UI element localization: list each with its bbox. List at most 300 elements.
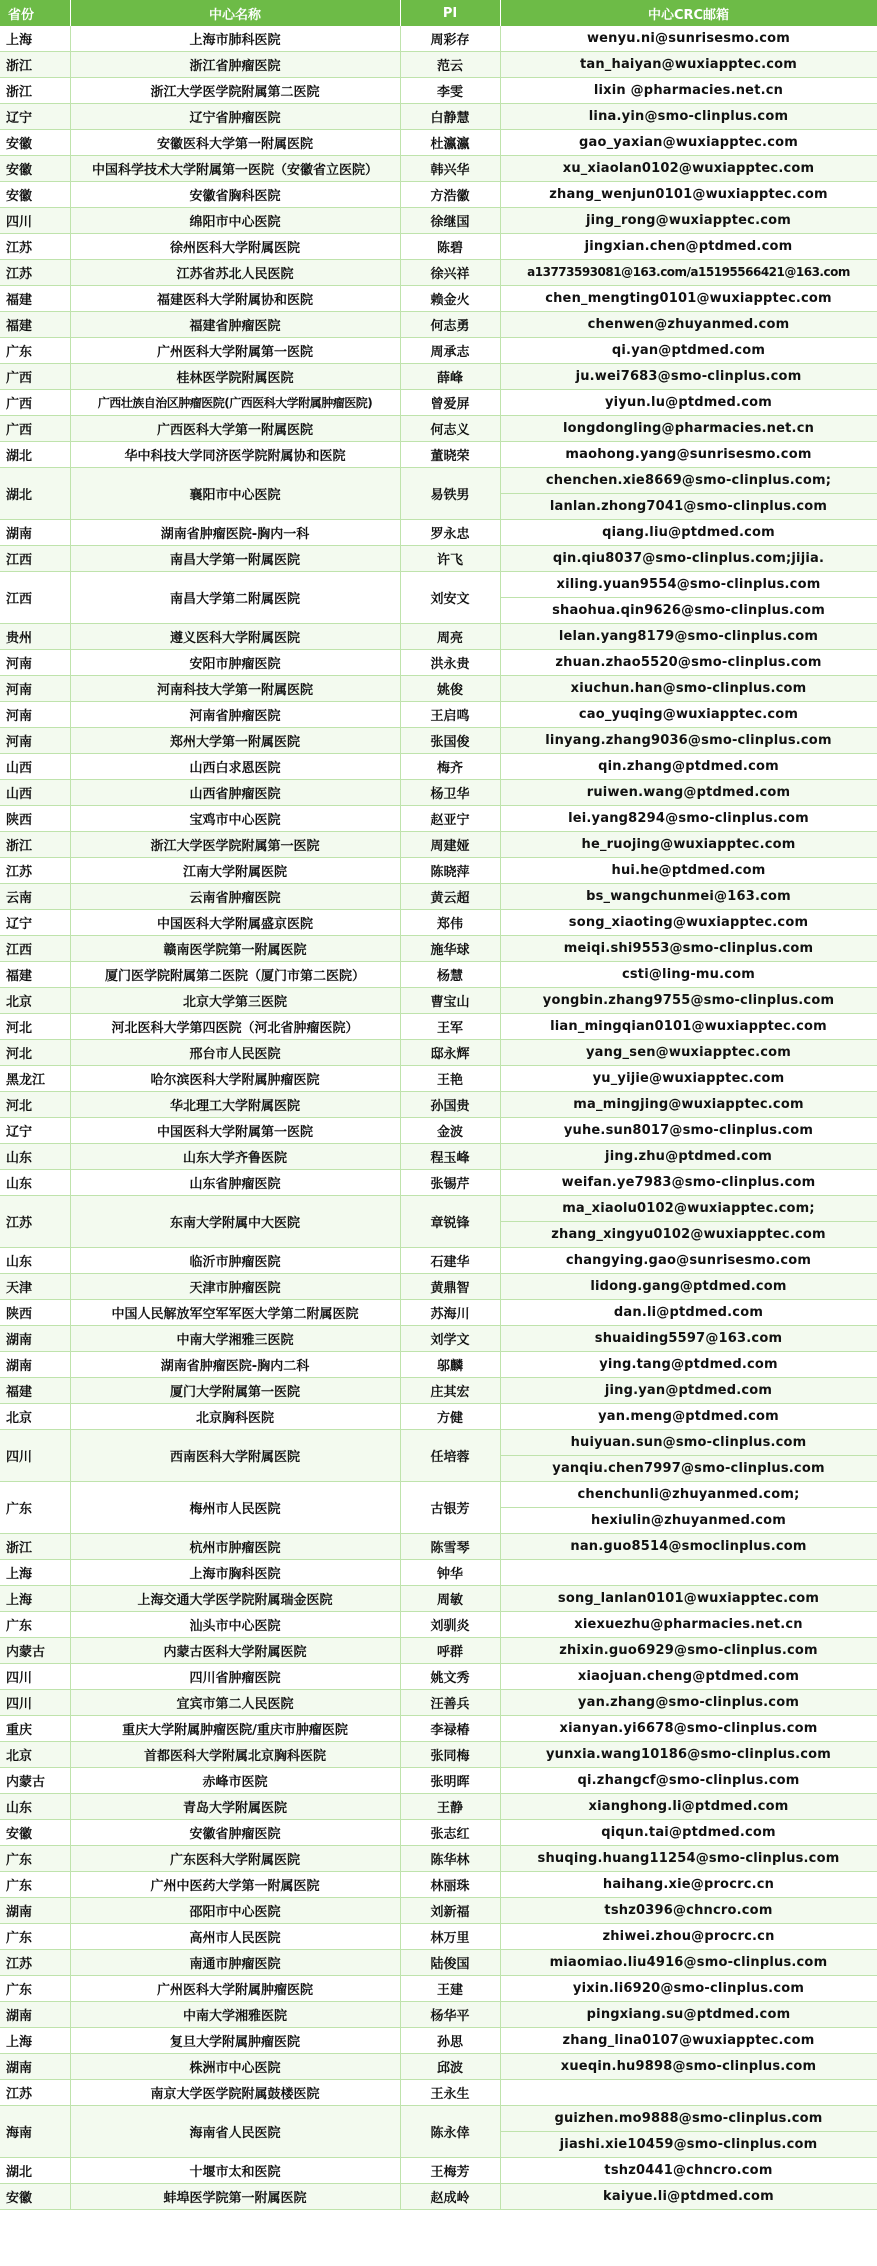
center-name-cell: 厦门医学院附属第二医院（厦门市第二医院） (70, 962, 400, 988)
province-cell: 广东 (0, 1846, 70, 1872)
table-row (0, 728, 877, 754)
crc-email[interactable]: bs_wangchunmei@163.com (586, 889, 791, 904)
province-cell: 海南 (0, 2106, 70, 2158)
crc-email-cell (500, 780, 877, 806)
center-name-cell: 中南大学湘雅医院 (70, 2002, 400, 2028)
crc-email-cell (500, 832, 877, 858)
crc-email[interactable]: qiqun.tai@ptdmed.com (601, 1825, 776, 1840)
table-row (0, 1430, 877, 1482)
crc-email-cell (500, 572, 877, 624)
province-cell: 福建 (0, 1378, 70, 1404)
crc-email[interactable]: xianghong.li@ptdmed.com (588, 1799, 789, 1814)
province-cell: 广东 (0, 338, 70, 364)
pi-cell: 薛峰 (400, 364, 500, 390)
pi-cell: 范云 (400, 52, 500, 78)
pi-cell: 林丽珠 (400, 1872, 500, 1898)
crc-email[interactable]: hexiulin@zhuyanmed.com (501, 1507, 877, 1533)
crc-email[interactable]: zhuan.zhao5520@smo-clinplus.com (555, 655, 822, 670)
crc-email[interactable]: yixin.li6920@smo-clinplus.com (572, 1981, 805, 1996)
crc-email-cell (500, 364, 877, 390)
pi-cell: 王军 (400, 1014, 500, 1040)
crc-email[interactable]: qi.zhangcf@smo-clinplus.com (577, 1773, 800, 1788)
crc-email-cell (500, 1144, 877, 1170)
center-name-cell: 安阳市肿瘤医院 (70, 650, 400, 676)
crc-email[interactable]: lei.yang8294@smo-clinplus.com (568, 811, 809, 826)
crc-email[interactable]: yunxia.wang10186@smo-clinplus.com (545, 1747, 832, 1762)
crc-email-cell (500, 1586, 877, 1612)
center-name-cell: 广州医科大学附属肿瘤医院 (70, 1976, 400, 2002)
table-row (0, 1066, 877, 1092)
crc-email[interactable]: song_xiaoting@wuxiapptec.com (568, 915, 809, 930)
center-name-cell: 哈尔滨医科大学附属肿瘤医院 (70, 1066, 400, 1092)
table-row (0, 858, 877, 884)
center-name-cell: 北京胸科医院 (70, 1404, 400, 1430)
crc-email[interactable]: xu_xiaolan0102@wuxiapptec.com (562, 161, 815, 176)
province-cell: 陕西 (0, 1300, 70, 1326)
crc-email-cell (500, 1482, 877, 1534)
table-row (0, 702, 877, 728)
pi-cell: 周亮 (400, 624, 500, 650)
table-row (0, 1846, 877, 1872)
center-name-cell: 山东大学齐鲁医院 (70, 1144, 400, 1170)
province-cell: 黑龙江 (0, 1066, 70, 1092)
province-cell: 福建 (0, 962, 70, 988)
province-cell: 安徽 (0, 2184, 70, 2210)
crc-email[interactable]: kaiyue.li@ptdmed.com (603, 2189, 774, 2204)
center-name-cell: 中南大学湘雅三医院 (70, 1326, 400, 1352)
crc-email-cell (500, 312, 877, 338)
table-row (0, 2028, 877, 2054)
province-cell: 天津 (0, 1274, 70, 1300)
pi-cell: 陈雪琴 (400, 1534, 500, 1560)
center-name-cell: 赤峰市医院 (70, 1768, 400, 1794)
pi-cell: 周彩存 (400, 26, 500, 52)
crc-email[interactable]: zhixin.guo6929@smo-clinplus.com (559, 1643, 818, 1658)
center-name-cell: 内蒙古医科大学附属医院 (70, 1638, 400, 1664)
province-cell: 广东 (0, 1924, 70, 1950)
center-name-cell: 临沂市肿瘤医院 (70, 1248, 400, 1274)
table-row (0, 1378, 877, 1404)
crc-email[interactable]: maohong.yang@sunrisesmo.com (565, 447, 812, 462)
province-cell: 湖南 (0, 1898, 70, 1924)
crc-email[interactable]: chenchunli@zhuyanmed.com; (577, 1487, 800, 1502)
pi-cell: 林万里 (400, 1924, 500, 1950)
crc-email-cell (500, 338, 877, 364)
pi-cell: 徐继国 (400, 208, 500, 234)
crc-email-cell (500, 1092, 877, 1118)
province-cell: 上海 (0, 2028, 70, 2054)
table-row (0, 2002, 877, 2028)
province-cell: 湖南 (0, 2054, 70, 2080)
crc-email-cell (500, 2184, 877, 2210)
center-name-cell: 山西省肿瘤医院 (70, 780, 400, 806)
crc-email[interactable]: he_ruojing@wuxiapptec.com (581, 837, 796, 852)
pi-cell: 易铁男 (400, 468, 500, 520)
crc-email-cell (500, 1664, 877, 1690)
crc-email[interactable]: huiyuan.sun@smo-clinplus.com (570, 1435, 807, 1450)
table-row (0, 1014, 877, 1040)
crc-email-cell (500, 1430, 877, 1482)
crc-email-cell (500, 962, 877, 988)
crc-email[interactable]: qi.yan@ptdmed.com (611, 343, 766, 358)
crc-email-cell (500, 1118, 877, 1144)
table-row (0, 1742, 877, 1768)
province-cell: 浙江 (0, 78, 70, 104)
center-name-cell: 天津市肿瘤医院 (70, 1274, 400, 1300)
pi-cell: 张志红 (400, 1820, 500, 1846)
province-cell: 四川 (0, 1430, 70, 1482)
crc-email-cell (500, 754, 877, 780)
crc-email[interactable]: hui.he@ptdmed.com (611, 863, 766, 878)
pi-cell: 韩兴华 (400, 156, 500, 182)
crc-email[interactable]: ying.tang@ptdmed.com (599, 1357, 778, 1372)
crc-email[interactable]: zhang_lina0107@wuxiapptec.com (562, 2033, 815, 2048)
pi-cell: 陈华林 (400, 1846, 500, 1872)
pi-cell: 孙国贵 (400, 1092, 500, 1118)
crc-email-cell (500, 1742, 877, 1768)
crc-email[interactable]: zhang_xingyu0102@wuxiapptec.com (501, 1221, 877, 1247)
center-name-cell: 株洲市中心医院 (70, 2054, 400, 2080)
table-row (0, 78, 877, 104)
crc-email[interactable]: yan.meng@ptdmed.com (598, 1409, 779, 1424)
table-row (0, 806, 877, 832)
table-row (0, 338, 877, 364)
crc-email[interactable]: linyang.zhang9036@smo-clinplus.com (545, 733, 832, 748)
center-name-cell: 汕头市中心医院 (70, 1612, 400, 1638)
province-cell: 北京 (0, 1742, 70, 1768)
crc-email[interactable]: jing_rong@wuxiapptec.com (585, 213, 792, 228)
province-cell: 广东 (0, 1872, 70, 1898)
pi-cell: 杜瀛瀛 (400, 130, 500, 156)
table-row (0, 676, 877, 702)
province-cell: 河北 (0, 1040, 70, 1066)
center-name-cell: 中国人民解放军空军军医大学第二附属医院 (70, 1300, 400, 1326)
table-row (0, 26, 877, 52)
province-cell: 江苏 (0, 1196, 70, 1248)
crc-email-cell (500, 1248, 877, 1274)
center-name-cell: 遵义医科大学附属医院 (70, 624, 400, 650)
crc-email[interactable]: xiling.yuan9554@smo-clinplus.com (556, 577, 821, 592)
center-name-cell: 青岛大学附属医院 (70, 1794, 400, 1820)
crc-email[interactable]: changying.gao@sunrisesmo.com (565, 1253, 812, 1268)
crc-email[interactable]: cao_yuqing@wuxiapptec.com (578, 707, 799, 722)
crc-email[interactable]: yu_yijie@wuxiapptec.com (592, 1071, 785, 1086)
pi-cell: 章锐锋 (400, 1196, 500, 1248)
crc-email-cell (500, 442, 877, 468)
table-row (0, 624, 877, 650)
crc-email[interactable]: csti@ling-mu.com (621, 967, 756, 982)
crc-email[interactable]: shuaiding5597@163.com (594, 1331, 783, 1346)
province-cell: 内蒙古 (0, 1638, 70, 1664)
crc-email[interactable]: xueqin.hu9898@smo-clinplus.com (560, 2059, 817, 2074)
pi-cell: 黄云超 (400, 884, 500, 910)
center-name-cell: 广西医科大学第一附属医院 (70, 416, 400, 442)
table-row (0, 1118, 877, 1144)
crc-email-cell (500, 182, 877, 208)
center-name-cell: 上海市肺科医院 (70, 26, 400, 52)
pi-cell: 杨华平 (400, 2002, 500, 2028)
crc-email[interactable]: lina.yin@smo-clinplus.com (588, 109, 789, 124)
crc-email[interactable]: zhiwei.zhou@procrc.cn (602, 1929, 775, 1944)
crc-email[interactable]: qin.zhang@ptdmed.com (598, 759, 779, 774)
crc-email[interactable]: shuqing.huang11254@smo-clinplus.com (537, 1851, 840, 1866)
crc-email-cell (500, 858, 877, 884)
crc-email-cell (500, 676, 877, 702)
province-cell: 湖北 (0, 468, 70, 520)
pi-cell: 姚文秀 (400, 1664, 500, 1690)
crc-email[interactable]: ma_mingjing@wuxiapptec.com (573, 1097, 804, 1112)
table-row (0, 442, 877, 468)
crc-email-cell (500, 2002, 877, 2028)
crc-email[interactable]: jiashi.xie10459@smo-clinplus.com (501, 2131, 877, 2157)
crc-email-cell (500, 416, 877, 442)
crc-email[interactable]: chenchen.xie8669@smo-clinplus.com; (545, 473, 832, 488)
crc-email[interactable]: yang_sen@wuxiapptec.com (585, 1045, 792, 1060)
table-row (0, 2184, 877, 2210)
province-cell: 江苏 (0, 234, 70, 260)
pi-cell: 赵成岭 (400, 2184, 500, 2210)
pi-cell: 古银芳 (400, 1482, 500, 1534)
pi-cell: 董晓荣 (400, 442, 500, 468)
crc-email[interactable]: meiqi.shi9553@smo-clinplus.com (563, 941, 814, 956)
crc-email-cell (500, 1924, 877, 1950)
center-name-cell: 河南省肿瘤医院 (70, 702, 400, 728)
province-cell: 湖南 (0, 520, 70, 546)
crc-email[interactable]: tshz0396@chncro.com (604, 1903, 773, 1918)
crc-email-cell (500, 286, 877, 312)
province-cell: 湖北 (0, 442, 70, 468)
center-name-cell: 华北理工大学附属医院 (70, 1092, 400, 1118)
table-row (0, 130, 877, 156)
center-name-cell: 河北医科大学第四医院（河北省肿瘤医院） (70, 1014, 400, 1040)
pi-cell: 陈碧 (400, 234, 500, 260)
pi-cell: 王永生 (400, 2080, 500, 2106)
crc-email[interactable]: jing.yan@ptdmed.com (604, 1383, 773, 1398)
province-cell: 广东 (0, 1482, 70, 1534)
table-row (0, 962, 877, 988)
pi-cell: 任培蓉 (400, 1430, 500, 1482)
crc-email[interactable]: zhang_wenjun0101@wuxiapptec.com (549, 187, 828, 202)
crc-email[interactable]: ruiwen.wang@ptdmed.com (586, 785, 791, 800)
crc-email-cell (500, 1326, 877, 1352)
table-row (0, 1794, 877, 1820)
crc-email[interactable]: dan.li@ptdmed.com (613, 1305, 764, 1320)
province-cell: 贵州 (0, 624, 70, 650)
crc-email-cell (500, 1300, 877, 1326)
crc-email[interactable]: lelan.yang8179@smo-clinplus.com (558, 629, 819, 644)
crc-email[interactable]: xiexuezhu@pharmacies.net.cn (574, 1617, 803, 1632)
province-cell: 重庆 (0, 1716, 70, 1742)
crc-email-cell (500, 1404, 877, 1430)
pi-cell: 邬麟 (400, 1352, 500, 1378)
center-name-cell: 高州市人民医院 (70, 1924, 400, 1950)
table-row (0, 1690, 877, 1716)
crc-email-cell (500, 390, 877, 416)
crc-email[interactable]: tan_haiyan@wuxiapptec.com (579, 57, 798, 72)
center-name-cell: 江苏省苏北人民医院 (70, 260, 400, 286)
crc-email[interactable]: qiang.liu@ptdmed.com (602, 525, 775, 540)
center-name-cell: 安徽医科大学第一附属医院 (70, 130, 400, 156)
center-name-cell: 湖南省肿瘤医院-胸内二科 (70, 1352, 400, 1378)
province-cell: 北京 (0, 988, 70, 1014)
crc-email[interactable]: chen_mengting0101@wuxiapptec.com (545, 291, 832, 306)
crc-email[interactable]: lanlan.zhong7041@smo-clinplus.com (501, 493, 877, 519)
pi-cell: 陈永倖 (400, 2106, 500, 2158)
table-row (0, 1898, 877, 1924)
center-name-cell: 郑州大学第一附属医院 (70, 728, 400, 754)
crc-email[interactable]: shaohua.qin9626@smo-clinplus.com (501, 597, 877, 623)
crc-email[interactable]: xianyan.yi6678@smo-clinplus.com (559, 1721, 818, 1736)
crc-email[interactable]: yanqiu.chen7997@smo-clinplus.com (501, 1455, 877, 1481)
center-name-cell: 南昌大学第二附属医院 (70, 572, 400, 624)
crc-email[interactable]: lidong.gang@ptdmed.com (590, 1279, 787, 1294)
crc-email-cell (500, 1846, 877, 1872)
table-row (0, 1976, 877, 2002)
center-name-cell: 广东医科大学附属医院 (70, 1846, 400, 1872)
crc-email[interactable]: longdongling@pharmacies.net.cn (562, 421, 815, 436)
center-name-cell: 浙江大学医学院附属第二医院 (70, 78, 400, 104)
pi-cell: 刘新福 (400, 1898, 500, 1924)
province-cell: 河南 (0, 650, 70, 676)
center-name-cell: 山西白求恩医院 (70, 754, 400, 780)
province-cell: 河南 (0, 728, 70, 754)
center-name-cell: 广州医科大学附属第一医院 (70, 338, 400, 364)
table-row (0, 2080, 877, 2106)
crc-email[interactable]: lian_mingqian0101@wuxiapptec.com (550, 1019, 827, 1034)
province-cell: 福建 (0, 286, 70, 312)
crc-email[interactable]: jingxian.chen@ptdmed.com (584, 239, 793, 254)
center-name-cell: 辽宁省肿瘤医院 (70, 104, 400, 130)
crc-email[interactable]: haihang.xie@procrc.cn (602, 1877, 775, 1892)
pi-cell: 洪永贵 (400, 650, 500, 676)
center-name-cell: 浙江省肿瘤医院 (70, 52, 400, 78)
crc-email[interactable]: miaomiao.liu4916@smo-clinplus.com (549, 1955, 828, 1970)
crc-email[interactable]: yan.zhang@smo-clinplus.com (577, 1695, 800, 1710)
header-province: 省份 (0, 0, 70, 26)
crc-email[interactable]: ma_xiaolu0102@wuxiapptec.com; (562, 1201, 815, 1216)
center-name-cell: 赣南医学院第一附属医院 (70, 936, 400, 962)
crc-email[interactable]: pingxiang.su@ptdmed.com (586, 2007, 791, 2022)
crc-email-cell (500, 52, 877, 78)
pi-cell: 白静慧 (400, 104, 500, 130)
crc-email[interactable]: chenwen@zhuyanmed.com (587, 317, 790, 332)
table-row (0, 1352, 877, 1378)
crc-email[interactable]: song_lanlan0101@wuxiapptec.com (557, 1591, 820, 1606)
center-name-cell: 安徽省肿瘤医院 (70, 1820, 400, 1846)
crc-email-cell (500, 1872, 877, 1898)
pi-cell: 方健 (400, 1404, 500, 1430)
center-name-cell: 宝鸡市中心医院 (70, 806, 400, 832)
table-row (0, 364, 877, 390)
crc-email[interactable]: yongbin.zhang9755@smo-clinplus.com (542, 993, 835, 1008)
crc-email-cell (500, 910, 877, 936)
crc-email[interactable]: xiaojuan.cheng@ptdmed.com (577, 1669, 800, 1684)
crc-email-cell (500, 130, 877, 156)
crc-email[interactable]: yuhe.sun8017@smo-clinplus.com (563, 1123, 814, 1138)
crc-email[interactable]: gao_yaxian@wuxiapptec.com (579, 135, 798, 150)
table-row (0, 1924, 877, 1950)
crc-email[interactable]: ju.wei7683@smo-clinplus.com (575, 369, 802, 384)
crc-email-cell (500, 728, 877, 754)
table-row (0, 2106, 877, 2158)
center-name-cell: 重庆大学附属肿瘤医院/重庆市肿瘤医院 (70, 1716, 400, 1742)
crc-email-cell (500, 1690, 877, 1716)
pi-cell: 金波 (400, 1118, 500, 1144)
crc-email[interactable]: lixin @pharmacies.net.cn (593, 83, 784, 98)
table-row (0, 2158, 877, 2184)
crc-email-cell (500, 2054, 877, 2080)
table-row (0, 936, 877, 962)
table-row (0, 650, 877, 676)
table-row (0, 2054, 877, 2080)
province-cell: 湖南 (0, 1326, 70, 1352)
table-row (0, 1664, 877, 1690)
center-name-cell: 福建医科大学附属协和医院 (70, 286, 400, 312)
table-row (0, 1482, 877, 1534)
crc-email[interactable]: qin.qiu8037@smo-clinplus.com;jijia. (552, 551, 825, 566)
pi-cell: 梅齐 (400, 754, 500, 780)
crc-email-cell (500, 1378, 877, 1404)
center-name-cell: 云南省肿瘤医院 (70, 884, 400, 910)
center-name-cell: 杭州市肿瘤医院 (70, 1534, 400, 1560)
crc-email-cell (500, 1352, 877, 1378)
crc-email-cell (500, 1196, 877, 1248)
center-name-cell: 湖南省肿瘤医院-胸内一科 (70, 520, 400, 546)
center-name-cell: 十堰市太和医院 (70, 2158, 400, 2184)
province-cell: 陕西 (0, 806, 70, 832)
pi-cell: 王启鸣 (400, 702, 500, 728)
table-row (0, 260, 877, 286)
crc-email-cell (500, 1716, 877, 1742)
province-cell: 河北 (0, 1092, 70, 1118)
crc-email[interactable]: wenyu.ni@sunrisesmo.com (586, 31, 791, 46)
table-row (0, 1170, 877, 1196)
crc-email[interactable]: tshz0441@chncro.com (604, 2163, 773, 2178)
province-cell: 江苏 (0, 858, 70, 884)
crc-email-cell (500, 1534, 877, 1560)
table-row (0, 1404, 877, 1430)
province-cell: 江苏 (0, 260, 70, 286)
table-row (0, 546, 877, 572)
table-row (0, 1768, 877, 1794)
province-cell: 广西 (0, 416, 70, 442)
table-row (0, 52, 877, 78)
table-row (0, 468, 877, 520)
pi-cell: 李雯 (400, 78, 500, 104)
province-cell: 山东 (0, 1794, 70, 1820)
crc-email[interactable]: a13773593081@163.com/a15195566421@163.com (527, 265, 850, 279)
province-cell: 上海 (0, 1560, 70, 1586)
crc-email[interactable]: yiyun.lu@ptdmed.com (605, 395, 772, 410)
pi-cell: 施华球 (400, 936, 500, 962)
crc-email[interactable]: jing.zhu@ptdmed.com (605, 1149, 772, 1164)
pi-cell: 孙思 (400, 2028, 500, 2054)
crc-email[interactable]: xiuchun.han@smo-clinplus.com (570, 681, 807, 696)
crc-email-cell (500, 884, 877, 910)
pi-cell: 苏海川 (400, 1300, 500, 1326)
pi-cell: 方浩徽 (400, 182, 500, 208)
crc-email[interactable]: guizhen.mo9888@smo-clinplus.com (554, 2111, 823, 2126)
crc-email-cell (500, 702, 877, 728)
table-row (0, 1950, 877, 1976)
pi-cell: 邸永辉 (400, 1040, 500, 1066)
crc-email[interactable]: nan.guo8514@smoclinplus.com (570, 1539, 807, 1554)
crc-email[interactable]: weifan.ye7983@smo-clinplus.com (561, 1175, 816, 1190)
province-cell: 山东 (0, 1144, 70, 1170)
crc-email-cell (500, 988, 877, 1014)
crc-email-cell (500, 234, 877, 260)
pi-cell: 钟华 (400, 1560, 500, 1586)
